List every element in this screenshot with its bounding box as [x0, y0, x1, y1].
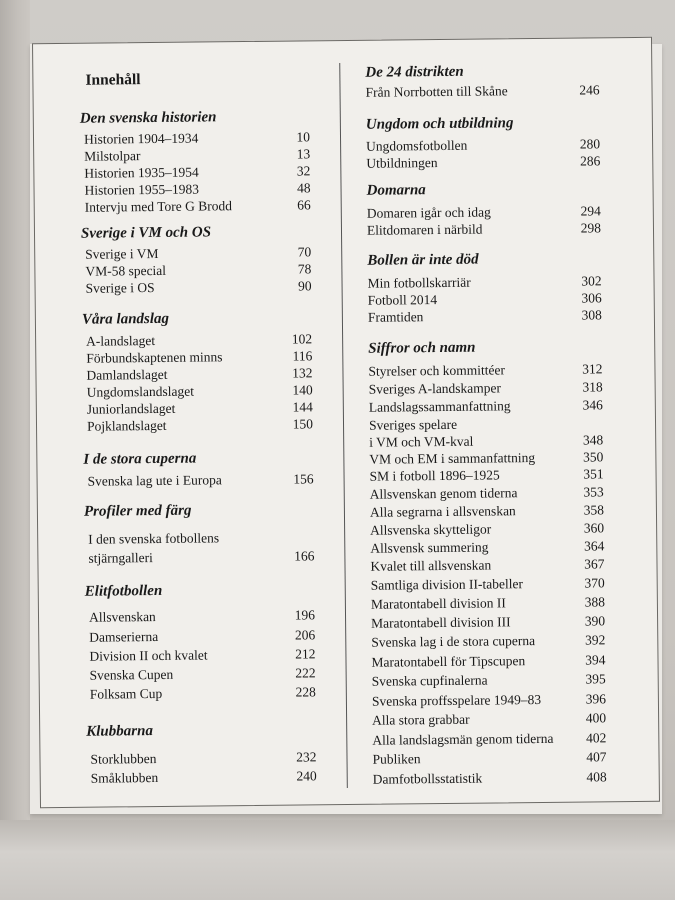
toc-entry-page: 408: [586, 769, 607, 785]
toc-entry-title: A-landslaget: [86, 332, 156, 349]
toc-entry-page: 350: [583, 449, 604, 465]
toc-entry-page: 280: [579, 136, 601, 152]
toc-entry-page: 206: [294, 627, 316, 643]
toc-entry-page: 222: [295, 665, 316, 681]
toc-entry-title: Svenska Cupen: [89, 666, 174, 683]
toc-entry-title: Intervju med Tore G Brodd: [84, 198, 233, 215]
toc-entry-page: 298: [580, 220, 602, 236]
toc-entry-page: 348: [582, 432, 604, 448]
toc-entry-title: Svenska lag i de stora cuperna: [371, 633, 536, 650]
section-heading: Domarna: [366, 182, 426, 199]
toc-entry-title: Alla segrarna i allsvenskan: [369, 503, 516, 520]
toc-entry-page: 212: [295, 646, 316, 662]
section-heading: Bollen är inte död: [367, 251, 479, 269]
column-divider: [339, 63, 348, 788]
toc-entry-page: 156: [293, 471, 314, 487]
section-heading: Den svenska historien: [79, 109, 217, 127]
toc-entry-page: 32: [296, 163, 311, 179]
toc-entry-page: 353: [583, 484, 604, 500]
toc-entry-page: 102: [291, 331, 313, 347]
toc-entry-title: Ungdomslandslaget: [86, 383, 194, 400]
toc-entry-title: Svenska lag ute i Europa: [87, 472, 222, 489]
toc-entry-title: Sveriges A-landskamper: [368, 380, 502, 397]
toc-entry-title: Domaren igår och idag: [366, 204, 491, 221]
toc-entry-page: 402: [585, 730, 607, 746]
toc-entry-page: 90: [297, 278, 312, 294]
toc-entry-title: Publiken: [372, 751, 421, 767]
toc-entry-page: 240: [296, 768, 317, 784]
book-binding: [0, 0, 30, 900]
section-heading: Våra landslag: [81, 310, 170, 328]
toc-entry-page: 66: [297, 197, 311, 213]
toc-entry-title: Förbundskaptenen minns: [86, 349, 223, 366]
section-heading: Profiler med färg: [83, 502, 192, 520]
toc-entry-title: Svenska proffsspelare 1949–83: [371, 691, 542, 709]
toc-entry-title: Damserierna: [89, 628, 159, 645]
section-heading: Elitfotbollen: [84, 582, 163, 600]
toc-entry-title: SM i fotboll 1896–1925: [369, 467, 500, 484]
section-heading: Klubbarna: [86, 723, 154, 740]
toc-entry-page: 140: [292, 382, 313, 398]
section-heading: Siffror och namn: [368, 339, 476, 357]
toc-entry-title: VM-58 special: [85, 262, 167, 279]
toc-entry-page: 390: [584, 613, 606, 629]
toc-entry-title: Sverige i VM: [85, 245, 159, 262]
toc-entry-page: 360: [583, 520, 605, 536]
toc-entry-page: 370: [584, 575, 605, 591]
section-heading: De 24 distrikten: [365, 63, 464, 81]
toc-entry-title: Maratontabell division III: [371, 614, 511, 631]
toc-title: Innehåll: [85, 71, 141, 89]
toc-entry-title: Maratontabell för Tipscupen: [371, 653, 526, 670]
toc-entry-title: Allsvenskan genom tiderna: [369, 485, 518, 502]
toc-entry-title: Styrelser och kommittéer: [368, 362, 506, 379]
toc-entry-page: 367: [584, 556, 605, 572]
toc-entry-page: 246: [579, 82, 600, 98]
toc-entry-title: Framtiden: [367, 309, 424, 325]
toc-entry-title: Utbildningen: [366, 155, 438, 171]
toc-entry-title: Kvalet till allsvenskan: [370, 557, 492, 574]
toc-entry-page: 294: [580, 203, 601, 219]
toc-entry-title: Svenska cupfinalerna: [371, 672, 488, 689]
toc-entry-page: 10: [296, 129, 311, 145]
toc-entry-title: Damfotbollsstatistik: [372, 770, 483, 787]
toc-entry-page: 306: [581, 290, 602, 306]
toc-entry-page: 228: [295, 684, 316, 700]
toc-entry-page: 407: [586, 749, 607, 765]
toc-entry-page: 351: [583, 466, 604, 482]
toc-entry-page: 388: [584, 594, 605, 610]
toc-entry-title: Historien 1904–1934: [83, 130, 199, 147]
toc-entry-title: Division II och kvalet: [89, 647, 208, 664]
toc-entry-title: Småklubben: [90, 769, 159, 786]
toc-entry-title: Damlandslaget: [86, 366, 168, 383]
toc-entry-title: Historien 1935–1954: [84, 164, 199, 181]
toc-entry-page: 78: [297, 261, 312, 277]
toc-entry-title: Sverige i OS: [85, 279, 155, 296]
toc-entry-page: 392: [584, 632, 606, 648]
toc-entry-title: Pojklandslaget: [86, 417, 167, 434]
toc-entry-page: 13: [296, 146, 311, 162]
toc-entry-page: 308: [581, 307, 602, 323]
toc-entry-title: Maratontabell division II: [370, 595, 506, 612]
toc-entry-title: Milstolpar: [84, 148, 141, 164]
toc-entry-title: Från Norrbotten till Skåne: [365, 83, 508, 100]
toc-entry-title: Alla stora grabbar: [372, 711, 470, 728]
toc-entry-title: Storklubben: [90, 751, 157, 767]
toc-entry-page: 358: [583, 502, 605, 518]
toc-entry-page: 346: [582, 397, 603, 413]
toc-entry-page: 396: [585, 691, 606, 707]
toc-entry-page: 196: [294, 607, 316, 623]
toc-entry-title: Samtliga division II-tabeller: [370, 576, 523, 593]
toc-entry-title: Elitdomaren i närbild: [366, 221, 483, 238]
toc-entry-title: Ungdomsfotbollen: [366, 137, 468, 154]
toc-entry-title: Min fotbollskarriär: [367, 274, 471, 291]
toc-entry-page: 400: [585, 710, 607, 726]
toc-entry-title: i VM och VM-kval: [369, 433, 474, 450]
toc-entry-title: Allsvenska skytteligor: [370, 521, 492, 538]
toc-entry-title: Sveriges spelare: [368, 416, 458, 433]
section-heading: Ungdom och utbildning: [365, 115, 514, 133]
toc-entry-title: stjärngalleri: [88, 550, 153, 566]
toc-entry-page: 70: [297, 244, 312, 260]
toc-entry-title: Allsvenskan: [88, 609, 156, 625]
toc-entry-page: 286: [579, 153, 601, 169]
toc-entry-title: Allsvensk summering: [370, 539, 489, 556]
toc-entry-page: 302: [581, 273, 602, 289]
toc-entry-title: I den svenska fotbollens: [88, 530, 220, 547]
toc-entry-title: VM och EM i sammanfattning: [369, 450, 536, 467]
toc-entry-page: 318: [582, 379, 603, 395]
toc-entry-page: 232: [296, 749, 317, 765]
toc-page: [32, 37, 660, 808]
toc-entry-page: 166: [294, 548, 315, 564]
toc-entry-page: 394: [585, 652, 606, 668]
section-heading: Sverige i VM och OS: [80, 224, 212, 242]
toc-entry-title: Landslagssammanfattning: [368, 398, 511, 415]
toc-entry-page: 150: [292, 416, 314, 432]
toc-entry-title: Historien 1955–1983: [84, 181, 200, 198]
toc-entry-title: Juniorlandslaget: [86, 400, 176, 417]
section-heading: I de stora cuperna: [83, 450, 197, 468]
toc-entry-page: 132: [292, 365, 313, 381]
toc-entry-title: Folksam Cup: [89, 685, 163, 702]
toc-entry-page: 48: [296, 180, 311, 196]
lower-page-strip: [0, 820, 675, 900]
toc-entry-page: 364: [583, 538, 605, 554]
toc-entry-title: Fotboll 2014: [367, 292, 438, 308]
toc-entry-page: 395: [585, 671, 606, 687]
toc-entry-page: 116: [292, 348, 313, 364]
toc-entry-title: Alla landslagsmän genom tiderna: [372, 730, 554, 748]
toc-entry-page: 312: [582, 361, 603, 377]
toc-entry-page: 144: [292, 399, 313, 415]
